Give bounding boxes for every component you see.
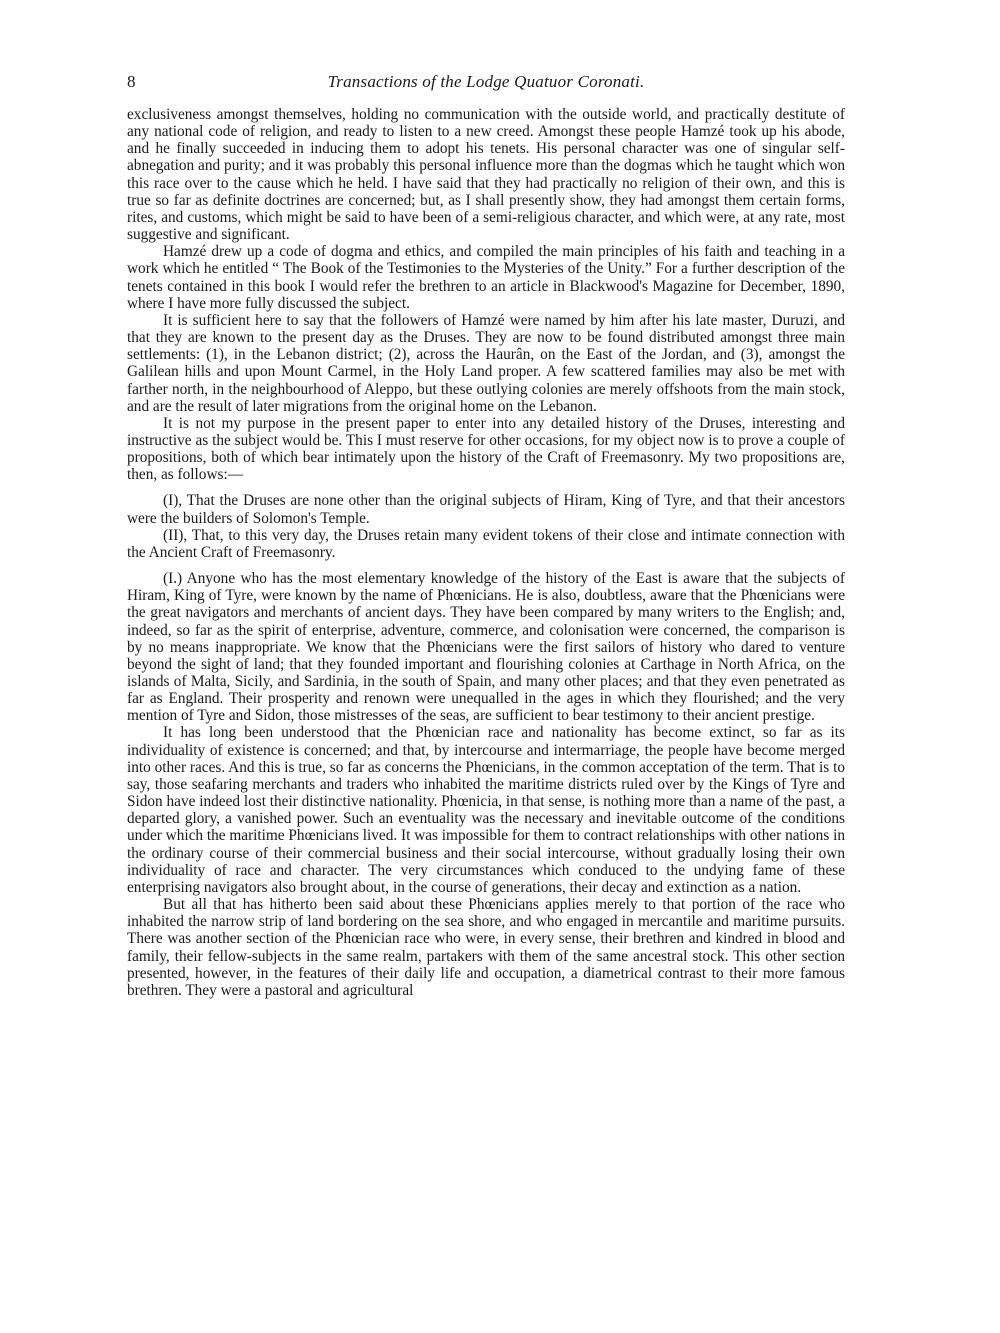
document-page	[127, 72, 845, 999]
page-number: 8	[127, 72, 136, 91]
paragraph-another-section: But all that has hitherto been said about these Phœnicians applies merely to that portion of the race who inhabited the narrow strip of land bordering on the sea shore, and who engaged in mercantile and maritime pursuits. There was another section of the Phœnician race who were, in every sense, their brethren and kindred in blood and family, their fellow-subjects in the same realm, partakers with them of the same ancestral stock. This other section presented, however, in the features of their daily life and occupation, a diametrical contrast to their more famous brethren. They were a pastoral and agricultural	[127, 896, 845, 999]
paragraph-druse-settlements: It is sufficient here to say that the followers of Hamzé were named by him after his late master, Duruzi, and that they are known to the present day as the Druses. They are now to be found distributed amongst three main settlements: (1), in the Lebanon district; (2), across the Haurân, on the East of the Jordan, and (3), amongst the Galilean hills and upon Mount Carmel, in the Holy Land proper. A few scattered families may also be met with farther north, in the neighbourhood of Aleppo, but these outlying colonies are merely offshoots from the main stock, and are the result of later migrations from the original home on the Lebanon.	[127, 311, 845, 415]
paragraph-book-of-testimonies: Hamzé drew up a code of dogma and ethics, and compiled the main principles of his faith and teaching in a work which he entitled “ The Book of the Testimonies to the Mysteries of the Unity.” For a further description of the tenets contained in this book I would refer the brethren to an article in Blackwood's Magazine for December, 1890, where I have more fully discussed the subject.	[127, 243, 845, 312]
paragraph-phoenician-extinction: It has long been understood that the Phœnician race and nationality has become extinct, so far as its individuality of existence is concerned; and that, by intercourse and intermarriage, the people have become merged into other races. And this is true, so far as concerns the Phœnicians, in the common acceptation of the term. That is to say, those seafaring merchants and traders who inhabited the maritime districts ruled over by the Kings of Tyre and Sidon have indeed lost their distinctive nationality. Phœnicia, in that sense, is nothing more than a name of the past, a departed glory, a vanished power. Such an eventuality was the necessary and inevitable outcome of the conditions under which the maritime Phœnicians lived. It was impossible for them to contract relationships with other nations in the ordinary course of their commercial business and their social intercourse, without gradually losing their own individuality of race and character. The very circumstances which conduced to the undying fame of these enterprising navigators also brought about, in the course of generations, their decay and extinction as a nation.	[127, 724, 845, 896]
paragraph-continued: exclusiveness amongst themselves, holding no communication with the outside world, and practically destitute of any national code of religion, and ready to listen to a new creed. Amongst these people Hamzé took up his abode, and he finally succeeded in inducing them to adopt his tenets. His personal character was one of singular self-abnegation and purity; and it was probably this personal influence more than the dogmas which he taught which won this race over to the cause which he held. I have said that they had practically no religion of their own, and this is true so far as definite doctrines are concerned; but, as I shall presently show, they had amongst them certain forms, rites, and customs, which might be said to have been of a semi-religious character, and which were, at any rate, most suggestive and significant.	[127, 106, 845, 244]
body-text	[127, 106, 845, 999]
proposition-one: (I), That the Druses are none other than the original subjects of Hiram, King of Tyre, and that their ancestors were the builders of Solomon's Temple.	[127, 492, 845, 527]
paragraph-purpose: It is not my purpose in the present paper to enter into any detailed history of the Druses, interesting and instructive as the subject would be. This I must reserve for other occasions, for my object now is to prove a couple of propositions, both of which bear intimately upon the history of the Craft of Freemasonry. My two propositions are, then, as follows:—	[127, 414, 845, 484]
paragraph-phoenicians: (I.) Anyone who has the most elementary knowledge of the history of the East is aware that the subjects of Hiram, King of Tyre, were known by the name of Phœnicians. He is also, doubtless, aware that the Phœnicians were the great navigators and merchants of ancient days. They have been compared by many writers to the English; and, indeed, so far as the spirit of enterprise, adventure, commerce, and colonisation were concerned, the comparison is by no means inappropriate. We know that the Phœnicians were the first sailors of history who dared to venture beyond the sight of land; that they founded important and flourishing colonies at Carthage in North Africa, on the islands of Malta, Sicily, and Sardinia, in the south of Spain, and many other places; and that they even penetrated as far as England. Their prosperity and renown were unequalled in the ages in which they flourished; and the very mention of Tyre and Sidon, those mistresses of the seas, are sufficient to bear testimony to their ancient prestige.	[127, 570, 845, 725]
running-header	[127, 72, 845, 98]
proposition-two: (II), That, to this very day, the Druses retain many evident tokens of their close and intimate connection with the Ancient Craft of Freemasonry.	[127, 526, 845, 561]
journal-title: Transactions of the Lodge Quatuor Coronati.	[327, 72, 645, 91]
